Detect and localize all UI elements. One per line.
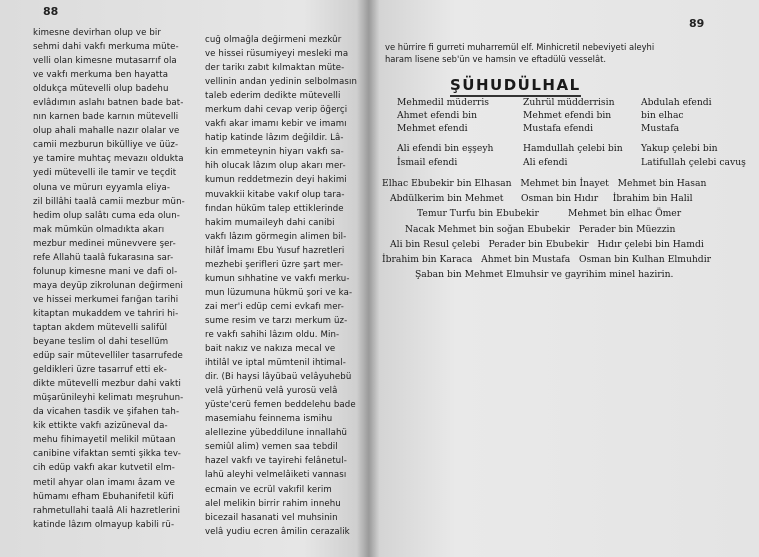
text-line: bait nakız ve nakıza mecal ve xyxy=(205,344,336,355)
text-line: oldukça mütevelli olup badehu xyxy=(33,84,169,95)
text-line: yedi mütevelli ile tamir ve teçdit xyxy=(33,168,177,179)
text-line: ve hissei merkumei farığan tarihi xyxy=(33,294,179,305)
text-line: dikte mütevelli mezbur dahi vakti xyxy=(33,379,181,390)
text-line: mezbur medinei münevvere şer- xyxy=(33,238,176,249)
witness-name: Zuhrül müdderrisin xyxy=(523,97,615,108)
witness-name: Hamdullah çelebi bin xyxy=(523,143,623,154)
text-line: katinde lâzım olmayup kabili rü- xyxy=(33,519,175,530)
names-line: Elhac Ebubekir bin Elhasan Mehmet bin İnayet Mehmet bin Hasan xyxy=(382,178,707,189)
text-line: vakfı lâzım görmegin alimen bil- xyxy=(205,231,347,242)
text-line: kik ettikte vakfı azizüneval da- xyxy=(33,421,168,432)
text-line: velli olan kimesne mutasarrıf ola xyxy=(33,56,177,67)
text-line: kumun reddetmezin deyi hakimi xyxy=(205,175,347,186)
text-line: canibine vifaktan semti şikka tev- xyxy=(33,449,181,460)
intro-text xyxy=(385,42,654,65)
text-line: da vicahen tasdik ve şifahen tah- xyxy=(33,407,180,418)
witness-name: Mehmedil müderris xyxy=(397,97,489,108)
names-line: Abdülkerim bin Mehmet Osman bin Hıdır İbrahim bin Halil xyxy=(390,193,693,205)
text-line: zil billâhi taalâ camii mezbur mün- xyxy=(33,196,185,207)
text-line: muvakkii kitabe vakıf olup tara- xyxy=(205,189,345,200)
text-line: mehu fihimayetil melikil mütaan xyxy=(33,435,176,446)
text-line: hümamı efham Ebuhanifetil küfi xyxy=(33,491,174,502)
text-line: olup ahali mahalle nazır olalar ve xyxy=(33,126,180,137)
text-line: hedim olup salâtı cuma eda olun- xyxy=(33,210,180,221)
text-line: hilâf İmamı Ebu Yusuf hazretleri xyxy=(205,245,345,256)
witness-name: Mustafa efendi xyxy=(523,123,594,134)
witness-name: Ahmet efendi bin xyxy=(397,110,477,121)
text-line: ecmain ve ecrül vakıfil kerim xyxy=(205,484,332,495)
text-line: ye tamire muhtaç mevazıı oldukta xyxy=(33,154,184,165)
text-line: hazel vakfı ve tayirehi felânetul- xyxy=(205,456,347,467)
text-line: rahmetullahi taalâ Ali hazretlerini xyxy=(33,505,181,516)
text-line: hakim mumaileyh dahi canibi xyxy=(205,217,335,228)
text-line: metil ahyar olan imamı âzam ve xyxy=(33,477,175,488)
text-line: kumun sıhhatine ve vakfı merku- xyxy=(205,273,350,284)
text-line: camii mezburun bikülliye ve üüz- xyxy=(33,140,179,151)
text-line: oluna ve mürurı eyyamla eliya- xyxy=(33,182,171,193)
text-line: der tarikı zabıt kılmaktan müte- xyxy=(205,63,345,74)
text-line: evlâdımın aslahı batnen bade bat- xyxy=(33,98,184,109)
right-page xyxy=(370,0,759,557)
text-line: velâ yudiu ecren âmilin cerazalik xyxy=(205,526,350,537)
text-line: alel melikin birrir rahim innehu xyxy=(205,498,341,509)
names-line: Nacak Mehmet bin soğan Ebubekir Perader bin Müezzin xyxy=(405,223,676,235)
witness-name: Ali efendi bin eşşeyh xyxy=(397,143,494,154)
text-line: masemiahu feinnema ismihu xyxy=(205,414,333,425)
text-line: merkum dahi cevap verip öğerçi xyxy=(205,105,348,116)
text-line: fından hüküm talep ettiklerinde xyxy=(205,203,344,214)
witness-name: bin elhac xyxy=(641,110,684,121)
witness-name: Ali efendi xyxy=(523,157,568,168)
witness-name: Mehmet efendi bin xyxy=(523,110,612,121)
text-line: maya deyüp zikrolunan değirmeni xyxy=(33,280,183,291)
text-line: taleb ederim dedikte mütevelli xyxy=(205,91,341,102)
text-line: kin emmeteynin hiyarı vakfı sa- xyxy=(205,147,344,158)
names-line: Ali bin Resul çelebi Perader bin Ebubekir Hıdır çelebi bin Hamdi xyxy=(390,238,704,250)
text-line: folunup kimesne mani ve dafi ol- xyxy=(33,266,178,277)
page-number: 89 xyxy=(689,17,705,30)
text-column-1 xyxy=(33,26,195,532)
text-line: semiûl alim) vemen saa tebdil xyxy=(205,442,338,453)
text-line: cuğ olmağla değirmeni mezkûr xyxy=(205,35,342,45)
text-line: sume resim ve tarzı merkum üz- xyxy=(205,315,348,326)
text-line: vellinin andan yedinin selbolmasın xyxy=(205,77,357,88)
names-line: İbrahim bin Karaca Ahmet bin Mustafa Osman bin Kulhan Elmuhdir xyxy=(382,254,712,265)
text-line: mak mümkün olmadıkta akarı xyxy=(33,224,165,235)
text-line: sehmi dahi vakfı merkuma müte- xyxy=(33,42,179,53)
text-line: ve vakfı merkuma ben hayatta xyxy=(33,70,169,81)
text-line: kitaptan mukaddem ve tahriri hi- xyxy=(33,308,179,319)
text-line: beyane teslim ol dahi tesellüm xyxy=(33,337,169,348)
text-line: ve hissei rüsumiyeyi mesleki ma xyxy=(205,49,349,60)
text-line: zai mer'i edüp cemi evkafı mer- xyxy=(205,301,344,312)
text-line: kimesne devirhan olup ve bir xyxy=(33,28,162,38)
left-page xyxy=(0,0,368,557)
text-line: dir. (Bi haysi lâyübaü velâyuhebü xyxy=(205,372,352,383)
witness-name: Mehmet efendi xyxy=(397,123,468,134)
text-line: nın karnen bade karnın mütevelli xyxy=(33,112,179,123)
names-line: Temur Turfu bin Ebubekir Mehmet bin elhac Ömer xyxy=(417,208,682,220)
text-column-2 xyxy=(205,33,363,539)
text-line: lahü aleyhi velmelâiketi vannası xyxy=(205,470,347,481)
text-line: geldikleri üzre tasarruf etti ek- xyxy=(33,365,167,376)
witness-name: Mustafa xyxy=(641,123,680,134)
text-line: refe Allahü taalâ fukarasına sar- xyxy=(33,252,174,263)
text-line: cih edüp vakfı akar kutvetil elm- xyxy=(33,463,175,474)
witness-name: Latifullah çelebi cavuş xyxy=(641,157,746,168)
intro-line: ve hürrire fi gurreti muharremül elf. Minhicretil nebeviyeti aleyhi xyxy=(385,42,655,52)
section-heading: ŞÜHUDÜLHAL xyxy=(450,76,581,97)
text-line: hih olucak lâzım olup akarı mer- xyxy=(205,161,346,172)
text-line: edüp sair mütevelliler tasarrufede xyxy=(33,351,183,362)
names-line: Şaban bin Mehmet Elmuhsir ve gayrihim minel hazirin. xyxy=(415,269,674,281)
text-line: re vakfı sahihi lâzım oldu. Min- xyxy=(205,329,340,340)
page-number: 88 xyxy=(43,5,59,18)
text-line: ihtilâl ve iptal mümtenil ihtimal- xyxy=(205,358,346,369)
text-line: vakfı akar imamı kebir ve imamı xyxy=(205,119,347,130)
witness-name: Abdulah efendi xyxy=(641,97,712,108)
text-line: bicezail hasanati vel muhsinin xyxy=(205,512,338,523)
text-line: hatip katinde lâzım değildir. Lâ- xyxy=(205,133,344,144)
intro-line: haram lisene seb'ün ve hamsin ve eftadülü vesselât. xyxy=(385,53,607,64)
text-line: velâ yürhenü velâ yurosü velâ xyxy=(205,386,338,397)
text-line: müşarünileyhi kelimatı meşruhun- xyxy=(33,393,184,404)
witness-name: Yakup çelebi bin xyxy=(641,143,718,154)
text-line: mun lüzumuna hükmü şori ve ka- xyxy=(205,287,353,298)
text-line: mezhebi şerifleri üzre şart mer- xyxy=(205,259,344,270)
text-line: yüste'cerü femen beddelehu bade xyxy=(205,400,356,411)
text-line: alelIezine yübeddilune innallahü xyxy=(205,428,348,439)
text-line: taptan akdem mütevelli salifül xyxy=(33,322,168,333)
witness-name: İsmail efendi xyxy=(397,157,458,168)
